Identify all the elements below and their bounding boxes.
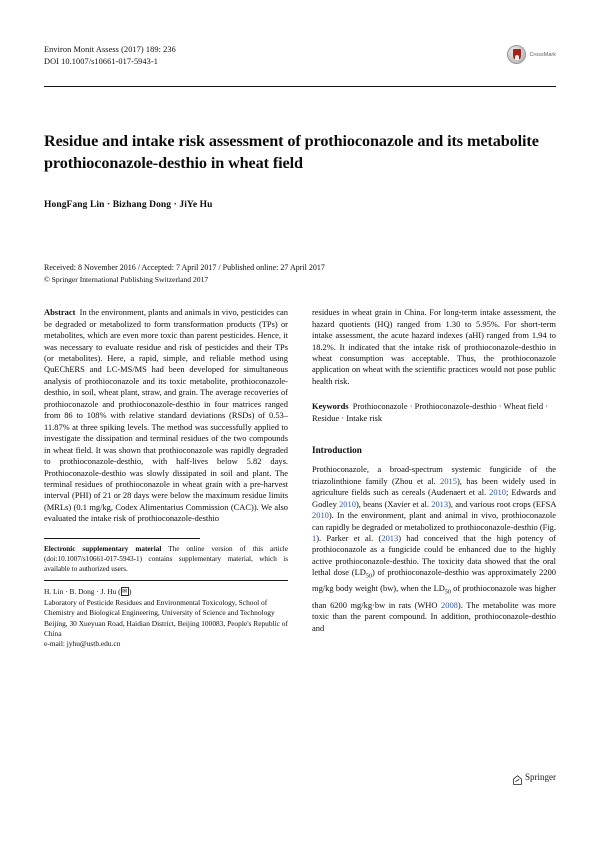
publication-dates [44,262,556,285]
citation-link-zhou-2015[interactable]: 2015 [440,475,457,486]
page-content [44,44,557,782]
intro-text-9: ) of prothioconazole-desthio was approximately 2200 mg/kg body weight (bw), when the LD [312,567,557,594]
intro-text-11: ). The metabolite was more toxic than the parent compound. In addition, prothioconazole-desthio and [312,599,556,633]
citation-link-audenaert-2010[interactable]: 2010 [489,487,507,498]
correspondence-names: H. Lin · B. Dong · J. Hu ( [44,587,121,597]
citation-link-parker-2013[interactable]: 2013 [381,532,399,543]
journal-reference [44,44,176,69]
abstract-continuation: residues in wheat grain in China. For long-term intake assessment, the hazard quotients (HQ) ranged from 1.30 to 5.95%. For short-term intake assessment, the acute hazard indexes (aHI) ranged from 1.94 to 18.2%. It indicated that the intake risk of prothioconazole-desthio in wheat consumption was acceptable. Thus, the prothioconazole application on wheat with the scientific practices would not pose public health risk. [312,307,556,386]
intro-text-2: ), has been widely used in agriculture fields such as cereals (Audenaert et al. [312,475,557,498]
journal-header [44,44,556,84]
supplementary-material-note [44,544,288,575]
received-accepted-line: Received: 8 November 2016 / Accepted: 7 April 2017 / Published online: 27 April 2017 [44,263,325,272]
affiliation-address: Laboratory of Pesticide Residues and Environmental Toxicology, School of Chemistry and Biological Engineering, University of Science and Technology Beijing, 30 Xueyuan Road, Haidian District, Beijing 100083, People's Republic of China [44,597,288,639]
ld50-subscript-1: 50 [365,574,372,581]
springer-logo [513,772,556,782]
envelope-icon: ✉ [122,588,128,596]
keywords-label: Keywords [312,401,349,412]
correspondence-names-close: ) [128,587,132,597]
intro-text-4: ), beans (Xavier et al. [355,498,432,509]
section-heading-introduction: Introduction [312,445,362,456]
ld50-subscript-2: 50 [444,590,451,597]
body-columns [44,307,556,650]
journal-citation-line: Environ Monit Assess (2017) 189: 236 [44,45,176,54]
springer-label: Springer [525,772,556,782]
abstract-paragraph [44,307,288,525]
footnote-block [44,538,288,650]
abstract-text-left: In the environment, plants and animals in vivo, pesticides can be degraded or metabolized to form transformation products (TPs) or metabolites, which are even more toxic than parent pesticides. Hence, it was necessary to evaluate residue and risk of pesticides and their TPs (or metabolites). Here, a rapid, simple, and reliable method using QuEChERS and LC-MS/MS had been developed for simultaneous analysis of prothioconazole and its toxic metabolite, prothioconazole-desthio, in soil, wheat plant, straw, and grain. The average recoveries of prothioconazole and prothioconazole-desthio in four matrices ranged from 86 to 108% with relative standard deviations (RSDs) of 0.53–11.87% at three spiking levels. The method was successfully applied to investigate the dissipation and terminal residues of the two compounds in wheat field. It was shown that prothioconazole was rapidly degraded to prothioconazole-desthio, with half-lives below 5.82 days. Prothioconazole-desthio was slowly dissipated in soil and plant. The terminal residues of prothioconazole in wheat grain with a pre-harvest interval (PHI) of 21 or 28 days were below the maximum residue limits (MRLs) (0.1 mg/kg, Codex Alimentarius Commission (CAC)). We also evaluated the intake risk of prothioconazole-desthio [44,307,289,524]
keywords-text: Prothioconazole · Prothioconazole-desthio · Wheat field · Residue · Intake risk [312,401,549,423]
header-divider [44,86,556,87]
footnote-divider-bottom [44,580,288,581]
citation-link-who-2008[interactable]: 2008 [441,599,458,610]
citation-link-efsa-2010[interactable]: 2010 [312,510,329,521]
intro-text-5: ), and various root crops (EFSA [448,498,556,509]
esm-label: Electronic supplementary material [44,544,162,553]
introduction-paragraph [312,464,556,634]
keywords-block [312,401,556,424]
correspondence-authors [44,587,288,597]
figure-link-1[interactable]: 1 [312,532,317,543]
citation-link-xavier-2013[interactable]: 2013 [431,498,449,509]
page-title: Residue and intake risk assessment of prothioconazole and its metabolite prothioconazole-desthio in wheat field [44,132,539,172]
left-column [44,307,288,650]
journal-doi-line: DOI 10.1007/s10661-017-5943-1 [44,57,158,67]
intro-text-6: ). In the environment, plant and animal in vivo, prothioconazole can rapidly be degraded or metabolized to prothioconazole-desthio (Fig. [312,510,556,532]
intro-text-7: ). Parker et al. ( [316,532,382,543]
citation-link-edwards-godley-2010[interactable]: 2010 [339,498,356,509]
contact-email[interactable]: e-mail: jyhu@ustb.edu.cn [44,639,121,649]
intro-text-10: of prothioconazole was higher than 6200 mg/kg·bw in rats (WHO [312,583,556,610]
crossmark-label: CrossMark [529,51,556,58]
crossmark-badge-group[interactable] [507,45,556,64]
intro-text-8: ) had conceived that the high potency of prothioconazole as a fungicide could be enhanced due to the highly active prothioconazole-desthio. The toxicity data showed that the oral lethal dose (LD [312,532,556,578]
intro-text-1: Prothioconazole, a broad-spectrum systemic fungicide of the triazolinthione family (Zhou et al. [312,464,556,486]
springer-mark-icon [513,772,522,782]
copyright-line: © Springer International Publishing Switzerland 2017 [44,274,209,284]
crossmark-icon[interactable] [507,45,526,64]
intro-text-3: ; Edwards and Godley [312,487,556,509]
esm-text: The online version of this article (doi:10.1007/s10661-017-5943-1) contains supplementary material, which is available to authorized users. [44,544,288,574]
author-list: HongFang Lin · Bizhang Dong · JiYe Hu [44,200,213,210]
abstract-label: Abstract [44,307,76,318]
footnote-divider-top [44,538,200,539]
right-column [312,307,556,650]
